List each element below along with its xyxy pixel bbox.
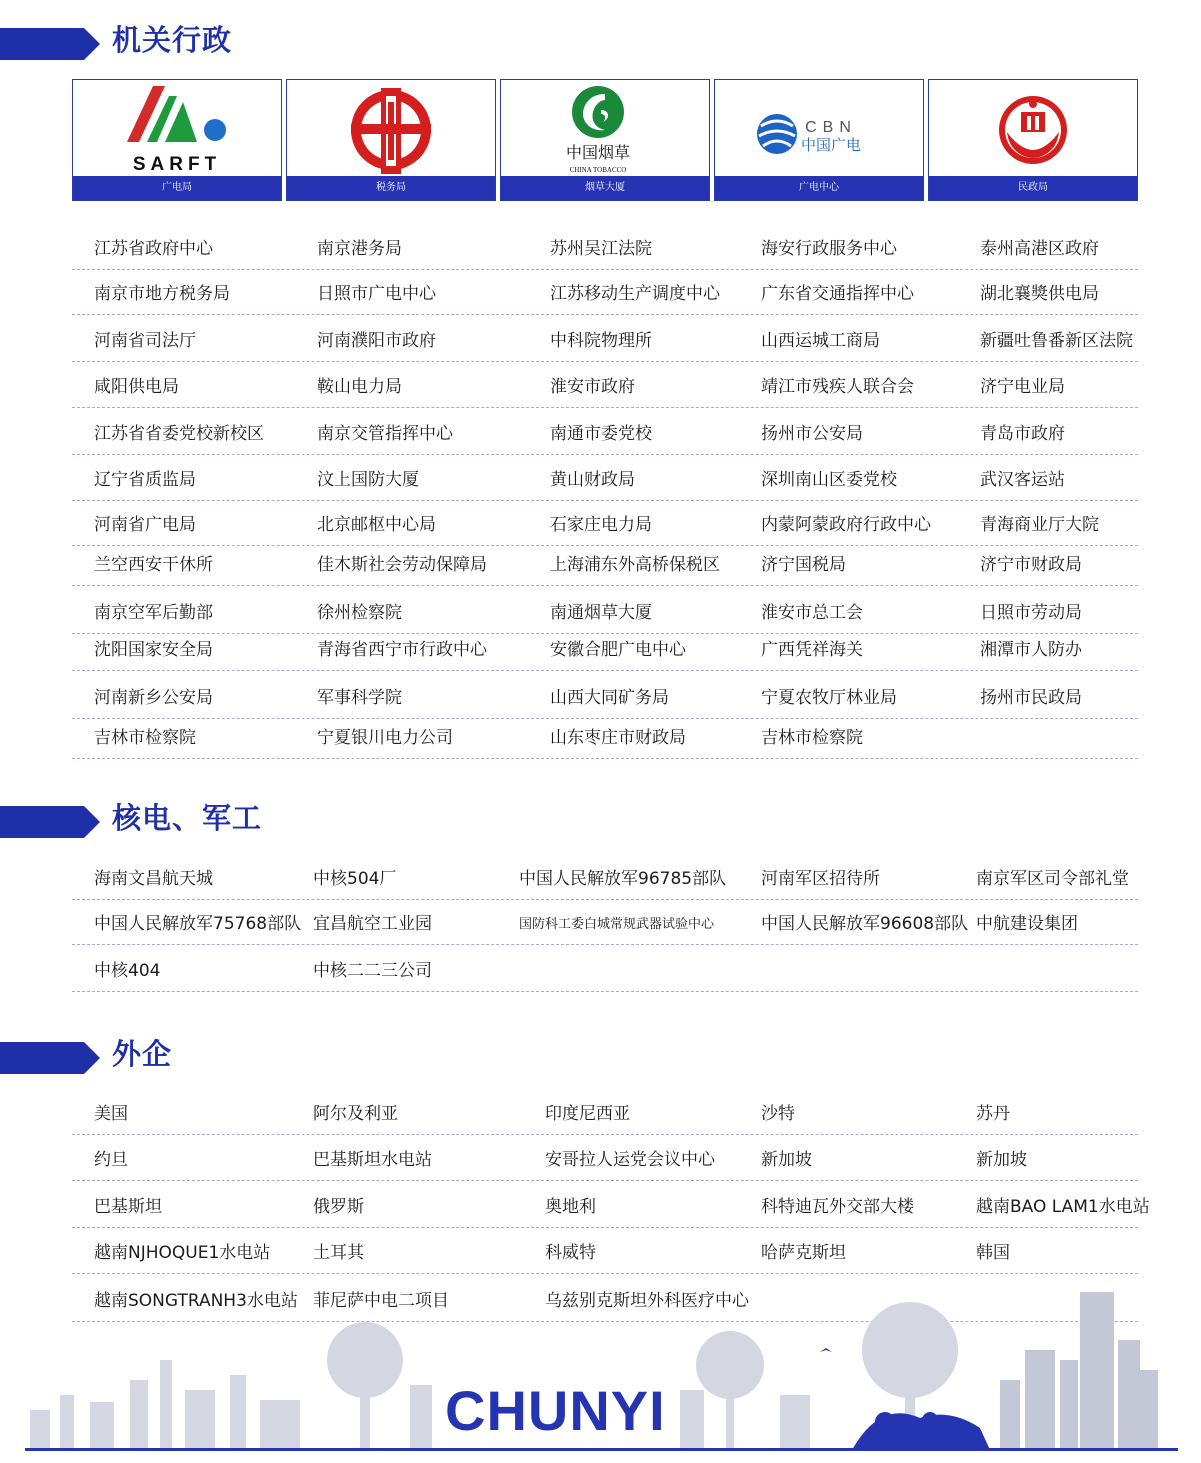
list-item: 哈萨克斯坦 xyxy=(761,1243,846,1263)
logo-caption: 广电中心 xyxy=(715,176,923,200)
list-item: 中科院物理所 xyxy=(550,331,652,351)
list-row xyxy=(72,361,1138,408)
logo-caption: 民政局 xyxy=(929,176,1137,200)
list-row xyxy=(72,944,1138,992)
list-item: 沈阳国家安全局 xyxy=(94,640,213,660)
list-item: 日照市广电中心 xyxy=(317,284,436,304)
section-header-admin xyxy=(0,14,400,62)
list-item: 国防科工委白城常规武器试验中心 xyxy=(519,917,715,932)
list-item: 苏州吴江法院 xyxy=(550,239,652,259)
list-item: 中核504厂 xyxy=(313,869,397,889)
logo-strip xyxy=(72,79,1138,201)
list-row xyxy=(72,407,1138,455)
list-item: 韩国 xyxy=(976,1243,1010,1263)
list-item: 沙特 xyxy=(761,1104,795,1124)
list-item: 武汉客运站 xyxy=(980,470,1065,490)
list-row xyxy=(72,1134,1138,1181)
list-row xyxy=(72,545,1138,586)
list-item: 鞍山电力局 xyxy=(317,377,402,397)
list-item: 南通烟草大厦 xyxy=(550,603,652,623)
list-item: 越南NJHOQUE1水电站 xyxy=(94,1243,271,1263)
list-item: 越南SONGTRANH3水电站 xyxy=(94,1291,298,1311)
list-row xyxy=(72,269,1138,315)
sarft-logo-icon xyxy=(73,80,281,176)
list-item: 扬州市民政局 xyxy=(980,688,1082,708)
list-item: 河南省广电局 xyxy=(94,515,196,535)
list-item: 南京空军后勤部 xyxy=(94,603,213,623)
list-item: 徐州检察院 xyxy=(317,603,402,623)
list-item: 宁夏银川电力公司 xyxy=(317,728,453,748)
section-title: 机关行政 xyxy=(112,23,233,57)
list-item: 海安行政服务中心 xyxy=(761,239,897,259)
list-item: 菲尼萨中电二项目 xyxy=(313,1291,449,1311)
list-item: 北京邮枢中心局 xyxy=(317,515,436,535)
list-item: 巴基斯坦水电站 xyxy=(313,1150,432,1170)
list-item: 江苏省政府中心 xyxy=(94,239,213,259)
list-item: 新加坡 xyxy=(976,1150,1027,1170)
list-item: 淮安市总工会 xyxy=(761,603,863,623)
list-item: 汶上国防大厦 xyxy=(317,470,419,490)
list-row xyxy=(72,670,1138,719)
list-item: 咸阳供电局 xyxy=(94,377,179,397)
list-item: 济宁市财政局 xyxy=(980,555,1082,575)
list-item: 济宁国税局 xyxy=(761,555,846,575)
section-title: 外企 xyxy=(112,1037,173,1071)
list-item: 青岛市政府 xyxy=(980,424,1065,444)
svg-text:中国广电: 中国广电 xyxy=(800,136,862,154)
logo-card-tax xyxy=(286,79,496,201)
cbn-logo-icon xyxy=(715,80,923,176)
list-row xyxy=(72,314,1138,362)
list-item: 黄山财政局 xyxy=(550,470,635,490)
svg-text:SARFT: SARFT xyxy=(132,154,222,175)
list-item: 吉林市检察院 xyxy=(761,728,863,748)
list-item: 安哥拉人运党会议中心 xyxy=(545,1150,715,1170)
list-item: 安徽合肥广电中心 xyxy=(550,640,686,660)
list-item: 吉林市检察院 xyxy=(94,728,196,748)
list-item: 南京军区司令部礼堂 xyxy=(976,869,1129,889)
section-bar-icon xyxy=(0,28,100,60)
list-item: 江苏移动生产调度中心 xyxy=(550,284,720,304)
logo-card-sarft xyxy=(72,79,282,201)
list-item: 越南BAO LAM1水电站 xyxy=(976,1197,1150,1217)
list-row xyxy=(72,1180,1150,1228)
civil-affairs-emblem-icon xyxy=(929,80,1137,176)
list-item: 科威特 xyxy=(545,1243,596,1263)
list-item: 新加坡 xyxy=(761,1150,812,1170)
list-item: 美国 xyxy=(94,1104,128,1124)
list-item: 兰空西安干休所 xyxy=(94,555,213,575)
list-item: 南京市地方税务局 xyxy=(94,284,230,304)
china-tobacco-logo-icon xyxy=(501,80,709,176)
list-item: 奥地利 xyxy=(545,1197,596,1217)
list-item: 日照市劳动局 xyxy=(980,603,1082,623)
list-item: 南通市委党校 xyxy=(550,424,652,444)
list-item: 中国人民解放军96608部队 xyxy=(761,914,969,934)
list-item: 新疆吐鲁番新区法院 xyxy=(980,331,1133,351)
list-item: 靖江市残疾人联合会 xyxy=(761,377,914,397)
list-item: 山东枣庄市财政局 xyxy=(550,728,686,748)
list-item: 上海浦东外高桥保税区 xyxy=(550,555,720,575)
section-header-nuclear xyxy=(0,792,400,840)
list-item: 苏丹 xyxy=(976,1104,1010,1124)
list-item: 辽宁省质监局 xyxy=(94,470,196,490)
list-item: 中国人民解放军75768部队 xyxy=(94,914,302,934)
list-item: 中国人民解放军96785部队 xyxy=(519,869,727,889)
list-item: 泰州高港区政府 xyxy=(980,239,1099,259)
list-item: 阿尔及利亚 xyxy=(313,1104,398,1124)
list-item: 巴基斯坦 xyxy=(94,1197,162,1217)
list-row xyxy=(72,1227,1138,1274)
list-item: 科特迪瓦外交部大楼 xyxy=(761,1197,914,1217)
list-row xyxy=(72,852,1138,900)
brand-logo-text: CHUNYI xyxy=(445,1379,666,1442)
list-item: 海南文昌航天城 xyxy=(94,869,213,889)
section-title: 核电、军工 xyxy=(112,801,263,835)
list-item: 乌兹别克斯坦外科医疗中心 xyxy=(545,1291,749,1311)
svg-text:CHINA TOBACCO: CHINA TOBACCO xyxy=(569,166,627,174)
list-item: 青海省西宁市行政中心 xyxy=(317,640,487,660)
list-item: 河南新乡公安局 xyxy=(94,688,213,708)
list-item: 印度尼西亚 xyxy=(545,1104,630,1124)
list-item: 山西大同矿务局 xyxy=(550,688,669,708)
list-row xyxy=(72,718,1138,759)
logo-caption: 税务局 xyxy=(287,176,495,200)
list-item: 湘潭市人防办 xyxy=(980,640,1082,660)
list-item: 广西凭祥海关 xyxy=(761,640,863,660)
list-item: 深圳南山区委党校 xyxy=(761,470,897,490)
list-item: 淮安市政府 xyxy=(550,377,635,397)
list-item: 江苏省省委党校新校区 xyxy=(94,424,264,444)
logo-card-civil xyxy=(928,79,1138,201)
list-item: 南京港务局 xyxy=(317,239,402,259)
list-item: 中核二二三公司 xyxy=(313,961,432,981)
list-row xyxy=(72,899,1138,945)
list-item: 河南军区招待所 xyxy=(761,869,880,889)
list-item: 军事科学院 xyxy=(317,688,402,708)
section-header-foreign xyxy=(0,1028,400,1076)
list-item: 土耳其 xyxy=(313,1243,364,1263)
list-item: 石家庄电力局 xyxy=(550,515,652,535)
list-item: 济宁电业局 xyxy=(980,377,1065,397)
list-row xyxy=(72,500,1138,546)
list-item: 山西运城工商局 xyxy=(761,331,880,351)
list-item: 青海商业厅大院 xyxy=(980,515,1099,535)
list-item: 扬州市公安局 xyxy=(761,424,863,444)
section-bar-icon xyxy=(0,806,100,838)
list-row xyxy=(72,222,1138,270)
list-item: 湖北襄獎供电局 xyxy=(980,284,1099,304)
list-item: 中航建设集团 xyxy=(976,914,1078,934)
list-row xyxy=(72,454,1138,501)
list-item: 河南濮阳市政府 xyxy=(317,331,436,351)
svg-text:中国烟草: 中国烟草 xyxy=(565,143,631,162)
logo-card-cbn xyxy=(714,79,924,201)
list-item: 佳木斯社会劳动保障局 xyxy=(317,555,487,575)
tax-bureau-emblem-icon xyxy=(287,80,495,176)
list-item: 宜昌航空工业园 xyxy=(313,914,432,934)
list-item: 内蒙阿蒙政府行政中心 xyxy=(761,515,931,535)
list-item: 广东省交通指挥中心 xyxy=(761,284,914,304)
list-item: 约旦 xyxy=(94,1150,128,1170)
section-bar-icon xyxy=(0,1042,100,1074)
list-item: 中核404 xyxy=(94,961,161,981)
logo-caption: 广电局 xyxy=(73,176,281,200)
list-item: 俄罗斯 xyxy=(313,1197,364,1217)
list-row xyxy=(72,1088,1138,1135)
list-row xyxy=(72,633,1138,671)
list-item: 南京交管指挥中心 xyxy=(317,424,453,444)
list-row xyxy=(72,585,1138,634)
logo-card-tobacco xyxy=(500,79,710,201)
logo-caption: 烟草大厦 xyxy=(501,176,709,200)
list-item: 宁夏农牧厅林业局 xyxy=(761,688,897,708)
list-item: 河南省司法厅 xyxy=(94,331,196,351)
svg-text:CBN: CBN xyxy=(805,119,857,136)
